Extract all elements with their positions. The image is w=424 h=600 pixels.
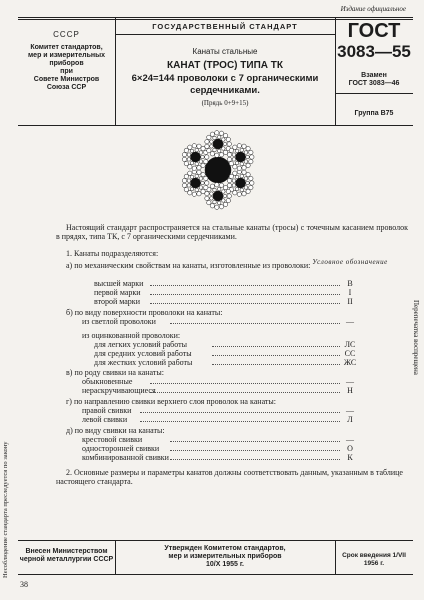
strand-core [190,152,200,162]
list-item-code: — [346,377,354,386]
list-item-label: для легких условий работы [94,340,188,349]
footer-approved-by: Утвержден Комитетом стандартов, мер и измерительных приборов 10/X 1955 г. [164,545,286,568]
strand-outer-wire [237,144,241,148]
strand-inner-wire [199,160,203,164]
strand-outer-wire [242,192,246,196]
strand-inner-wire [195,162,199,166]
list-item-code: СС [344,349,356,358]
strand-outer-wire [219,153,223,157]
strand-outer-wire [226,198,230,202]
footer-bottom-rule [18,574,413,575]
strand-inner-wire [199,186,203,190]
document-title-line2: 6×24=144 проволоки с 7 органическими [131,73,319,84]
strand-outer-wire [215,205,219,209]
strand-outer-wire [223,150,227,154]
strand-outer-wire [210,204,214,208]
list-item-label: первой марки [94,288,141,297]
strand-outer-wire [204,185,208,189]
strand-inner-wire [235,161,239,165]
strand-outer-wire [246,172,250,176]
strand-inner-wire [232,153,236,157]
strand-inner-wire [244,177,248,181]
dot-leader [150,392,340,393]
strand-inner-wire [195,188,199,192]
list-item-code: О [347,444,353,453]
footer-introduced-by: Внесен Министерством черной металлургии СССР [19,548,114,563]
strand-outer-wire [249,185,253,189]
strand-inner-wire [222,138,226,142]
list-item-label: нераскручивающиеся [82,386,156,395]
strand-outer-wire [188,145,192,149]
list-item-code: Н [347,386,353,395]
strand-outer-wire [192,192,196,196]
strand-inner-wire [244,186,248,190]
group-code: Группа В75 [354,110,394,117]
strand-outer-wire [223,133,227,137]
strand-outer-wire [242,144,246,148]
strand-outer-wire [233,145,237,149]
strand-inner-wire [217,149,221,153]
list-item-label: односторонней свивки [82,444,160,453]
strand-inner-wire [190,187,194,191]
strand-inner-wire [199,177,203,181]
strand-inner-wire [195,148,199,152]
section-g-heading: г) по направлению свивки верхнего слоя проволок на канаты: [66,397,277,406]
strand-core [213,191,223,201]
strand-inner-wire [213,200,217,204]
list-item-label: обыкновенные [82,377,133,386]
list-item-label: комбинированной свивки [82,453,169,462]
side-note-right-container [409,300,423,460]
strand-outer-wire [197,166,201,170]
strand-outer-wire [250,155,254,159]
strand-inner-wire [223,194,227,198]
dot-leader [140,412,340,413]
strand-outer-wire [188,171,192,175]
strand-inner-wire [187,158,191,162]
strand-inner-wire [210,145,214,149]
strand-outer-wire [184,174,188,178]
cable-central-core [205,157,231,183]
strand-outer-wire [205,139,209,143]
strand-outer-wire [210,184,214,188]
strand-inner-wire [187,153,191,157]
strand-inner-wire [217,201,221,205]
strand-outer-wire [215,131,219,135]
strand-outer-wire [205,196,209,200]
strand-outer-wire [188,165,192,169]
strand-outer-wire [182,183,186,187]
list-item-label: второй марки [94,297,140,306]
standard-type: ГОСУДАРСТВЕННЫЙ СТАНДАРТ [152,22,298,31]
strand-outer-wire [197,144,201,148]
strand-inner-wire [240,162,244,166]
dot-leader [212,364,340,365]
strand-outer-wire [188,191,192,195]
list-item-label: для жестких условий работы [94,358,193,367]
strand-outer-wire [184,161,188,165]
strand-inner-wire [195,174,199,178]
strand-outer-wire [210,152,214,156]
b-galv-heading: из оцинкованной проволоки: [82,331,181,340]
strand-inner-wire [210,197,214,201]
strand-outer-wire [210,132,214,136]
footer-top-rule [18,540,413,541]
dot-leader [150,285,340,286]
strand-outer-wire [205,144,209,148]
strand-outer-wire [250,181,254,185]
strand-outer-wire [201,189,205,193]
strand-outer-wire [237,166,241,170]
strand-outer-wire [242,170,246,174]
list-item-label: для средних условий работы [94,349,192,358]
strand-outer-wire [182,157,186,161]
strand-outer-wire [184,187,188,191]
section-1-heading: 1. Канаты подразделяются: [66,249,159,258]
strand-inner-wire [210,140,214,144]
strand-outer-wire [205,155,209,159]
header-committee: Комитет стандартов, мер и измерительных приборов при Совете Министров Союза ССР [28,44,105,91]
strand-outer-wire [237,192,241,196]
strand-inner-wire [213,188,217,192]
strand-outer-wire [215,153,219,157]
strand-outer-wire [229,174,233,178]
strand-inner-wire [246,155,250,159]
strand-inner-wire [187,179,191,183]
strand-outer-wire [229,148,233,152]
strand-core [236,178,246,188]
strand-outer-wire [249,150,253,154]
strand-inner-wire [187,184,191,188]
strand-inner-wire [232,158,236,162]
strand-inner-wire [217,187,221,191]
strand-outer-wire [197,192,201,196]
strand-outer-wire [229,161,233,165]
strand-inner-wire [190,161,194,165]
replaces-label: Взамен [361,72,387,79]
strand-outer-wire [249,176,253,180]
header-right-rule [335,93,413,94]
dot-leader [150,383,340,384]
gost-number: 3083—55 [337,42,411,61]
strand-outer-wire [201,172,205,176]
strand-outer-wire [192,144,196,148]
strand-outer-wire [207,135,211,139]
strand-inner-wire [246,181,250,185]
strand-outer-wire [204,176,208,180]
strand-outer-wire [246,163,250,167]
dot-leader [140,421,340,422]
strand-outer-wire [207,200,211,204]
strand-outer-wire [227,194,231,198]
strand-outer-wire [201,163,205,167]
designation-column-header: Условное обозначение [312,258,388,266]
strand-outer-wire [233,191,237,195]
section-2-paragraph: 2. Основные размеры и параметры канатов должны соответствовать данным, указанным в таблице настоящего стандарта. [56,468,403,486]
page-number: 38 [20,580,28,589]
strand-outer-wire [233,165,237,169]
list-item-code: К [347,453,353,462]
section-b-heading: б) по виду поверхности проволоки на канаты: [66,308,223,317]
strand-inner-wire [222,190,226,194]
list-item-code: Л [347,415,353,424]
strand-inner-wire [222,147,226,151]
strand-outer-wire [226,189,230,193]
strand-outer-wire [219,183,223,187]
strand-core [213,139,223,149]
strand-core [190,178,200,188]
gost-label: ГОСТ [347,20,401,42]
dot-leader [150,294,340,295]
strand-outer-wire [215,183,219,187]
strand-outer-wire [227,183,231,187]
strand-inner-wire [232,179,236,183]
dot-leader [212,346,340,347]
list-item-label: крестовой свивки [82,435,143,444]
strand-outer-wire [227,142,231,146]
strand-outer-wire [226,137,230,141]
strand-inner-wire [240,174,244,178]
strand-outer-wire [233,171,237,175]
strand-outer-wire [227,152,231,156]
strand-inner-wire [201,181,205,185]
document-title: КАНАТ (ТРОС) ТИПА ТК [167,60,283,71]
strand-inner-wire [213,148,217,152]
strand-outer-wire [182,152,186,156]
strand-core [236,152,246,162]
footer-effective-date: Срок введения 1/VII 1956 г. [342,552,406,567]
dot-leader [170,450,340,451]
strand-outer-wire [182,178,186,182]
strand-outer-wire [246,189,250,193]
strand-inner-wire [235,187,239,191]
list-item-label: левой свивки [82,415,128,424]
dot-leader [212,355,340,356]
header-country: СССР [53,30,80,39]
subtitle: Канаты стальные [192,47,258,56]
strand-outer-wire [246,146,250,150]
header-center-rule [115,34,335,35]
strand-outer-wire [184,148,188,152]
strand-inner-wire [235,149,239,153]
header-top-rule [18,17,413,18]
list-item-code: I [348,288,352,297]
strand-inner-wire [235,175,239,179]
strand-inner-wire [210,192,214,196]
dot-leader [170,323,340,324]
strand-outer-wire [219,131,223,135]
b-light-label: из светлой проволоки [82,317,156,326]
dot-leader [150,303,340,304]
strand-outer-wire [201,146,205,150]
dot-leader [170,459,340,460]
header-bottom-rule [18,125,413,126]
strand-outer-wire [192,166,196,170]
strand-outer-wire [227,157,231,161]
list-item-code: II [347,297,353,306]
strand-outer-wire [249,159,253,163]
strand-inner-wire [222,199,226,203]
strand-inner-wire [232,184,236,188]
list-item-code: ЛС [344,340,356,349]
strand-inner-wire [199,151,203,155]
strand-inner-wire [201,155,205,159]
strand-inner-wire [244,160,248,164]
strand-outer-wire [227,178,231,182]
list-item-code: ЖС [343,358,357,367]
strand-inner-wire [244,151,248,155]
strand-inner-wire [217,135,221,139]
edition-note: Издание официальное [340,5,406,13]
strand-inner-wire [190,149,194,153]
strand-outer-wire [205,181,209,185]
strand-inner-wire [190,175,194,179]
strand-outer-wire [223,202,227,206]
strand-outer-wire [204,159,208,163]
cable-cross-section-diagram [176,128,260,212]
strand-inner-wire [240,188,244,192]
strand-outer-wire [207,148,211,152]
replaces-value: ГОСТ 3083—46 [348,80,400,87]
side-note-left-container [0,300,14,600]
strand-inner-wire [213,136,217,140]
section-d-heading: д) по виду свивки на канаты: [66,426,165,435]
side-note-left: Несоблюдение стандарта преследуется по закону [2,441,9,578]
b-light-code: — [346,317,354,326]
list-item-label: правой свивки [82,406,132,415]
document-title-line3: сердечниками. [190,85,260,96]
section-a-heading: а) по механическим свойствам на канаты, изготовленные из проволоки: [66,261,311,270]
strand-inner-wire [223,142,227,146]
list-item-code: — [346,406,354,415]
side-note-right: Перепечатка воспрещена [412,300,420,375]
strand-outer-wire [219,205,223,209]
strand-outer-wire [223,185,227,189]
list-item-code: В [347,279,353,288]
list-item-code: — [346,435,354,444]
section-v-heading: в) по роду свивки на канаты: [66,368,164,377]
strand-outer-wire [242,166,246,170]
strand-outer-wire [205,191,209,195]
strand-outer-wire [197,170,201,174]
strand-formula: (Прядь 0+9+15) [201,99,249,107]
dot-leader [170,441,340,442]
list-item-label: высшей марки [94,279,144,288]
intro-paragraph: Настоящий стандарт распространяется на стальные канаты (тросы) с точечным касанием проволок в прядях, типа ТК, с 7 органическими сердечниками. [56,223,408,241]
strand-inner-wire [240,148,244,152]
